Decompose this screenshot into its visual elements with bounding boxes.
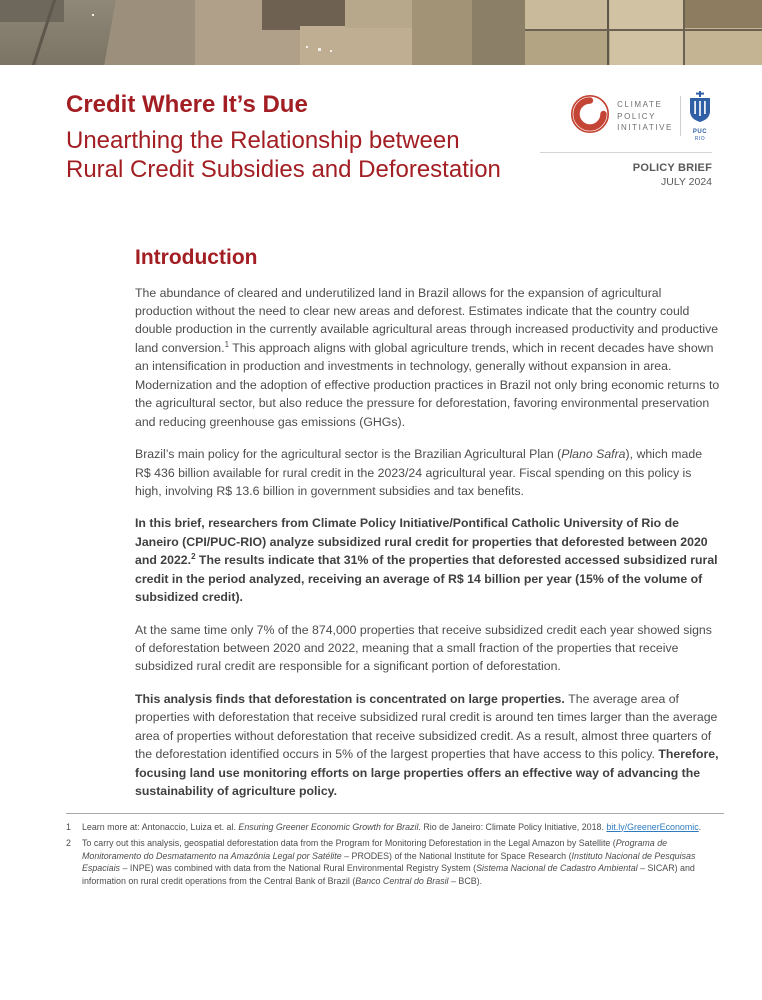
page-subtitle [66, 126, 501, 185]
footnote-link[interactable]: bit.ly/GreenerEconomic [606, 821, 699, 832]
footnote-text: To carry out this analysis, geospatial deforestation data from the Program for Monitoring Deforestation in the Legal Amazon by Satellite (Programa de Monitoramento do Desmatamento na Amazônia Legal por Satélite – PRODES) of the National Institute for Space Research (Instituto Nacional de Pesquisas Espaciais – INPE) was combined with data from the National Rural Environmental Registry System (Sistema Nacional de Cadastro Ambiental – SICAR) and information on rural credit operations from the Central Bank of Brazil (Banco Central do Brasil – BCB). [82, 838, 696, 887]
cpi-logo-icon [570, 94, 610, 139]
puc-logo [688, 91, 712, 142]
logos [540, 91, 712, 153]
brief-date: JULY 2024 [661, 175, 712, 188]
cpi-wordmark-line: CLIMATE [617, 99, 663, 109]
aerial-banner-image [0, 0, 762, 65]
puc-label: PUC [692, 129, 708, 135]
body-paragraph: This analysis finds that deforestation is concentrated on large properties. The average area of properties with deforestation that receive subsidized rural credit is around ten times larger than the average area of properties without deforestation that receive subsidized credit. As a result, almost three quarters of the deforestation identified occurs in 5% of the largest properties that have access to this policy. Therefore, focusing land use monitoring efforts on large properties offers an effective way of advancing the sustainability of agriculture policy. [135, 691, 719, 799]
cpi-wordmark [617, 99, 673, 134]
puc-crest-icon [688, 91, 712, 128]
brief-type-label: POLICY BRIEF [632, 161, 712, 174]
body-paragraph: Brazil’s main policy for the agricultural sector is the Brazilian Agricultural Plan (Plano Safra), which made R$ 436 billion available for rural credit in the 2023/24 agricultural year. Fiscal spending on this policy is high, involving R$ 13.6 billion in government subsidies and tax benefits. [135, 447, 703, 498]
footnote-number: 1 [66, 821, 71, 832]
footnote-list [66, 821, 724, 888]
footnote-number: 2 [66, 838, 71, 849]
cpi-wordmark-line: POLICY [617, 111, 657, 121]
intro-paragraphs [135, 284, 720, 801]
footnotes [66, 813, 724, 888]
puc-sublabel: RIO [694, 135, 706, 142]
body-paragraph: At the same time only 7% of the 874,000 properties that receive subsidized credit each year showed signs of deforestation between 2020 and 2022, meaning that a small fraction of the properties that receive subsidized rural credit are responsible for a significant portion of deforestation. [135, 622, 712, 674]
subtitle-line-2: Rural Credit Subsidies and Deforestation [66, 155, 501, 183]
footnote [66, 821, 724, 834]
footnote-text: Learn more at: Antonaccio, Luiza et. al. Ensuring Greener Economic Growth for Brazil. Rio de Janeiro: Climate Policy Initiative, 2018. bit.ly/GreenerEconomic. [82, 821, 702, 832]
body-paragraph: The abundance of cleared and underutilized land in Brazil allows for the expansion of agricultural production without the need to clear new areas and deforest. Estimates indicate that the country could double production in the currently available agricultural areas through increased productivity and productive land conversion.$^1$ This approach aligns with global agriculture trends, which in recent decades have shown an intensification in production and investments in technology, generally without expansion in area. Modernization and the adoption of effective production practices in Brazil not only bring economic returns to the agricultural sector, but also reduce the pressure for deforestation, favoring environmental preservation and reducing greenhouse gas emissions (GHGs). [135, 285, 720, 429]
page-title: Credit Where It’s Due [66, 91, 308, 118]
header-right-column [540, 91, 712, 188]
cpi-wordmark-line: INITIATIVE [617, 123, 673, 133]
subtitle-line-1: Unearthing the Relationship between [66, 126, 460, 154]
footnote [66, 837, 724, 888]
body-paragraph: In this brief, researchers from Climate Policy Initiative/Pontifical Catholic University of Rio de Janeiro (CPI/PUC-RIO) analyze subsidized rural credit for properties that deforested between 2020 and 2022.$^2$ The results indicate that 31% of the properties that deforested accessed subsidized rural credit in the period analyzed, receiving an average of R$ 14 billion per year (15% of the volume of subsidized credit). [135, 516, 718, 605]
header [0, 65, 762, 188]
section-heading-introduction: Introduction [135, 245, 258, 269]
main-content [135, 246, 720, 801]
title-block [66, 91, 501, 188]
logo-divider [680, 96, 681, 136]
